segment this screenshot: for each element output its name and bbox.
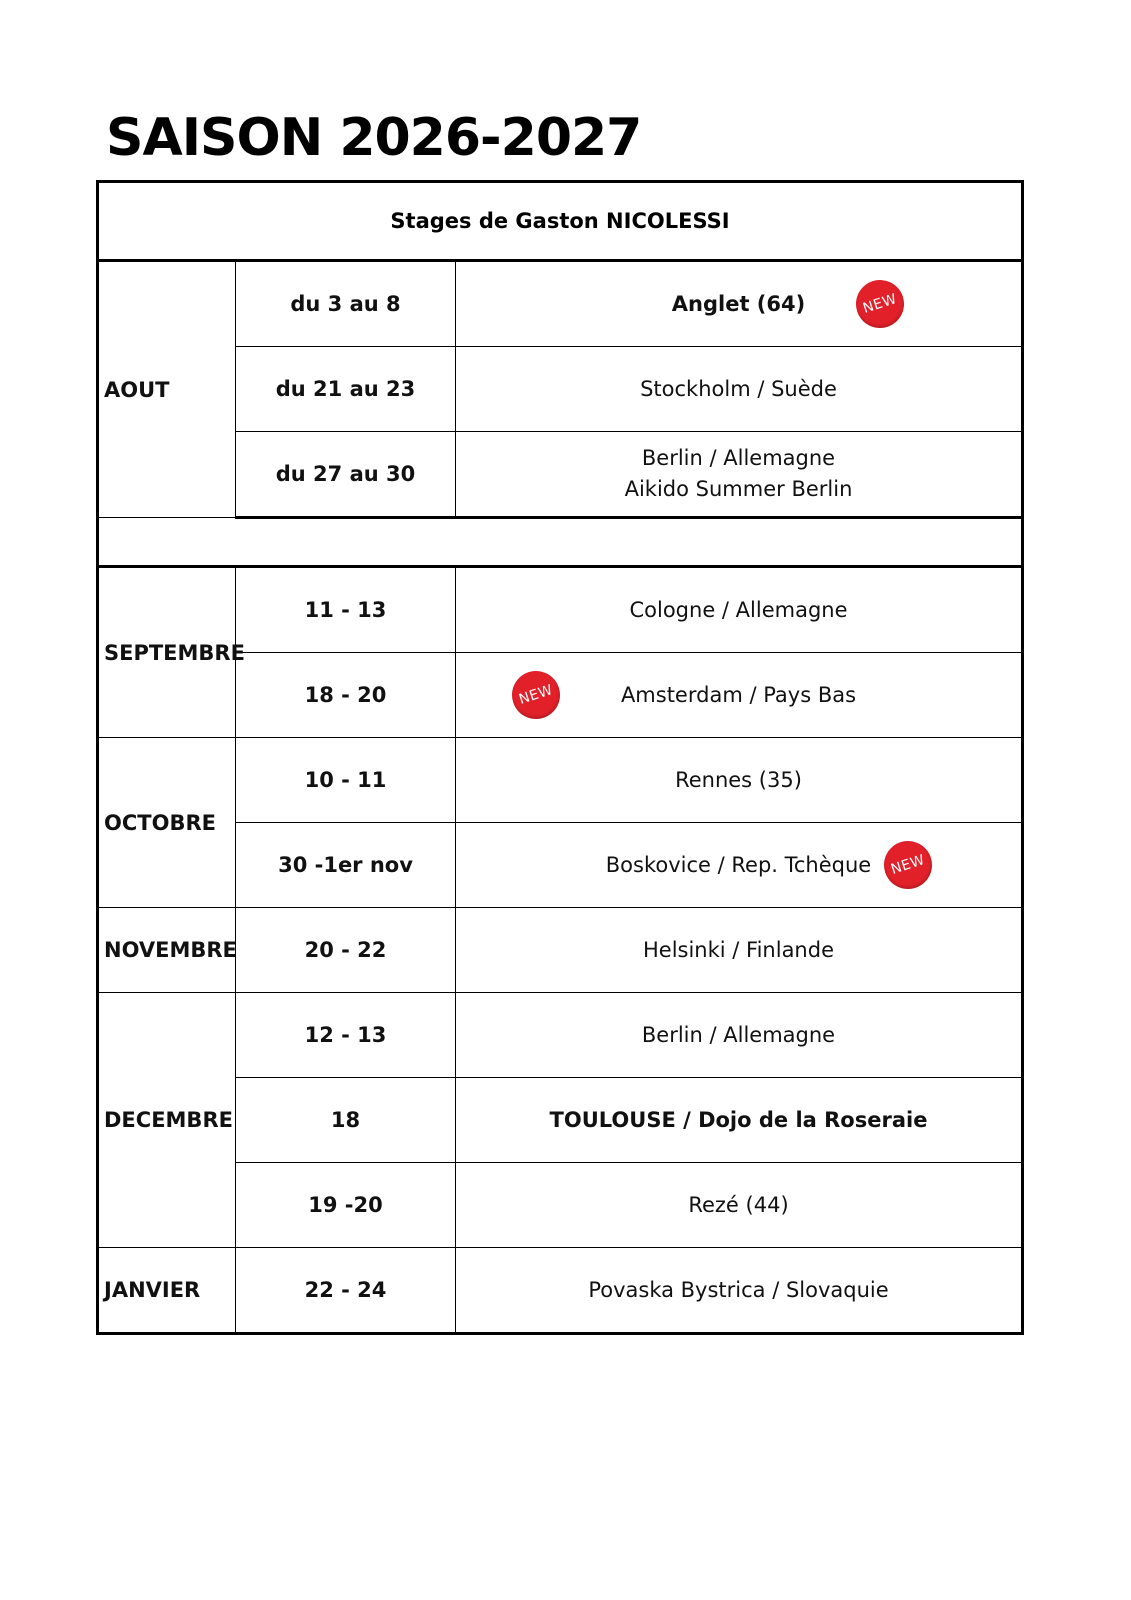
place-cell: Cologne / Allemagne (456, 567, 1023, 653)
dates-cell: du 3 au 8 (236, 261, 456, 347)
dates-cell: 12 - 13 (236, 993, 456, 1078)
place-cell (456, 261, 1023, 347)
month-octobre: OCTOBRE (98, 738, 236, 908)
month-septembre: SEPTEMBRE (98, 567, 236, 738)
place-label: Amsterdam / Pays Bas (620, 682, 857, 707)
place-cell: Berlin / Allemagne (456, 993, 1023, 1078)
dates-cell: du 21 au 23 (236, 347, 456, 432)
place-cell (456, 823, 1023, 908)
spacer-row (98, 518, 1023, 567)
month-janvier: JANVIER (98, 1248, 236, 1334)
place-cell: TOULOUSE / Dojo de la Roseraie (456, 1078, 1023, 1163)
dates-cell: 19 -20 (236, 1163, 456, 1248)
place-cell: Helsinki / Finlande (456, 908, 1023, 993)
schedule-table (96, 180, 1024, 1335)
place-sublabel: Aikido Summer Berlin (624, 477, 853, 501)
season-heading: SAISON 2026-2027 (106, 108, 642, 168)
dates-cell: 10 - 11 (236, 738, 456, 823)
place-cell: Rennes (35) (456, 738, 1023, 823)
place-label: Boskovice / Rep. Tchèque (605, 852, 872, 877)
new-badge-icon: NEW (506, 665, 566, 725)
dates-cell: 22 - 24 (236, 1248, 456, 1334)
dates-cell: du 27 au 30 (236, 432, 456, 518)
place-label: Berlin / Allemagne (641, 446, 836, 470)
place-cell: Povaska Bystrica / Slovaquie (456, 1248, 1023, 1334)
table-title: Stages de Gaston NICOLESSI (98, 182, 1023, 261)
dates-cell: 20 - 22 (236, 908, 456, 993)
dates-cell: 11 - 13 (236, 567, 456, 653)
place-cell: Stockholm / Suède (456, 347, 1023, 432)
place-label: Anglet (64) (671, 291, 806, 316)
place-cell (456, 653, 1023, 738)
month-novembre: NOVEMBRE (98, 908, 236, 993)
dates-cell: 18 (236, 1078, 456, 1163)
place-cell (456, 432, 1023, 518)
new-badge-icon: NEW (850, 274, 910, 334)
dates-cell: 18 - 20 (236, 653, 456, 738)
month-aout: AOUT (98, 261, 236, 518)
dates-cell: 30 -1er nov (236, 823, 456, 908)
place-cell: Rezé (44) (456, 1163, 1023, 1248)
new-badge-icon: NEW (878, 835, 938, 895)
month-decembre: DECEMBRE (98, 993, 236, 1248)
